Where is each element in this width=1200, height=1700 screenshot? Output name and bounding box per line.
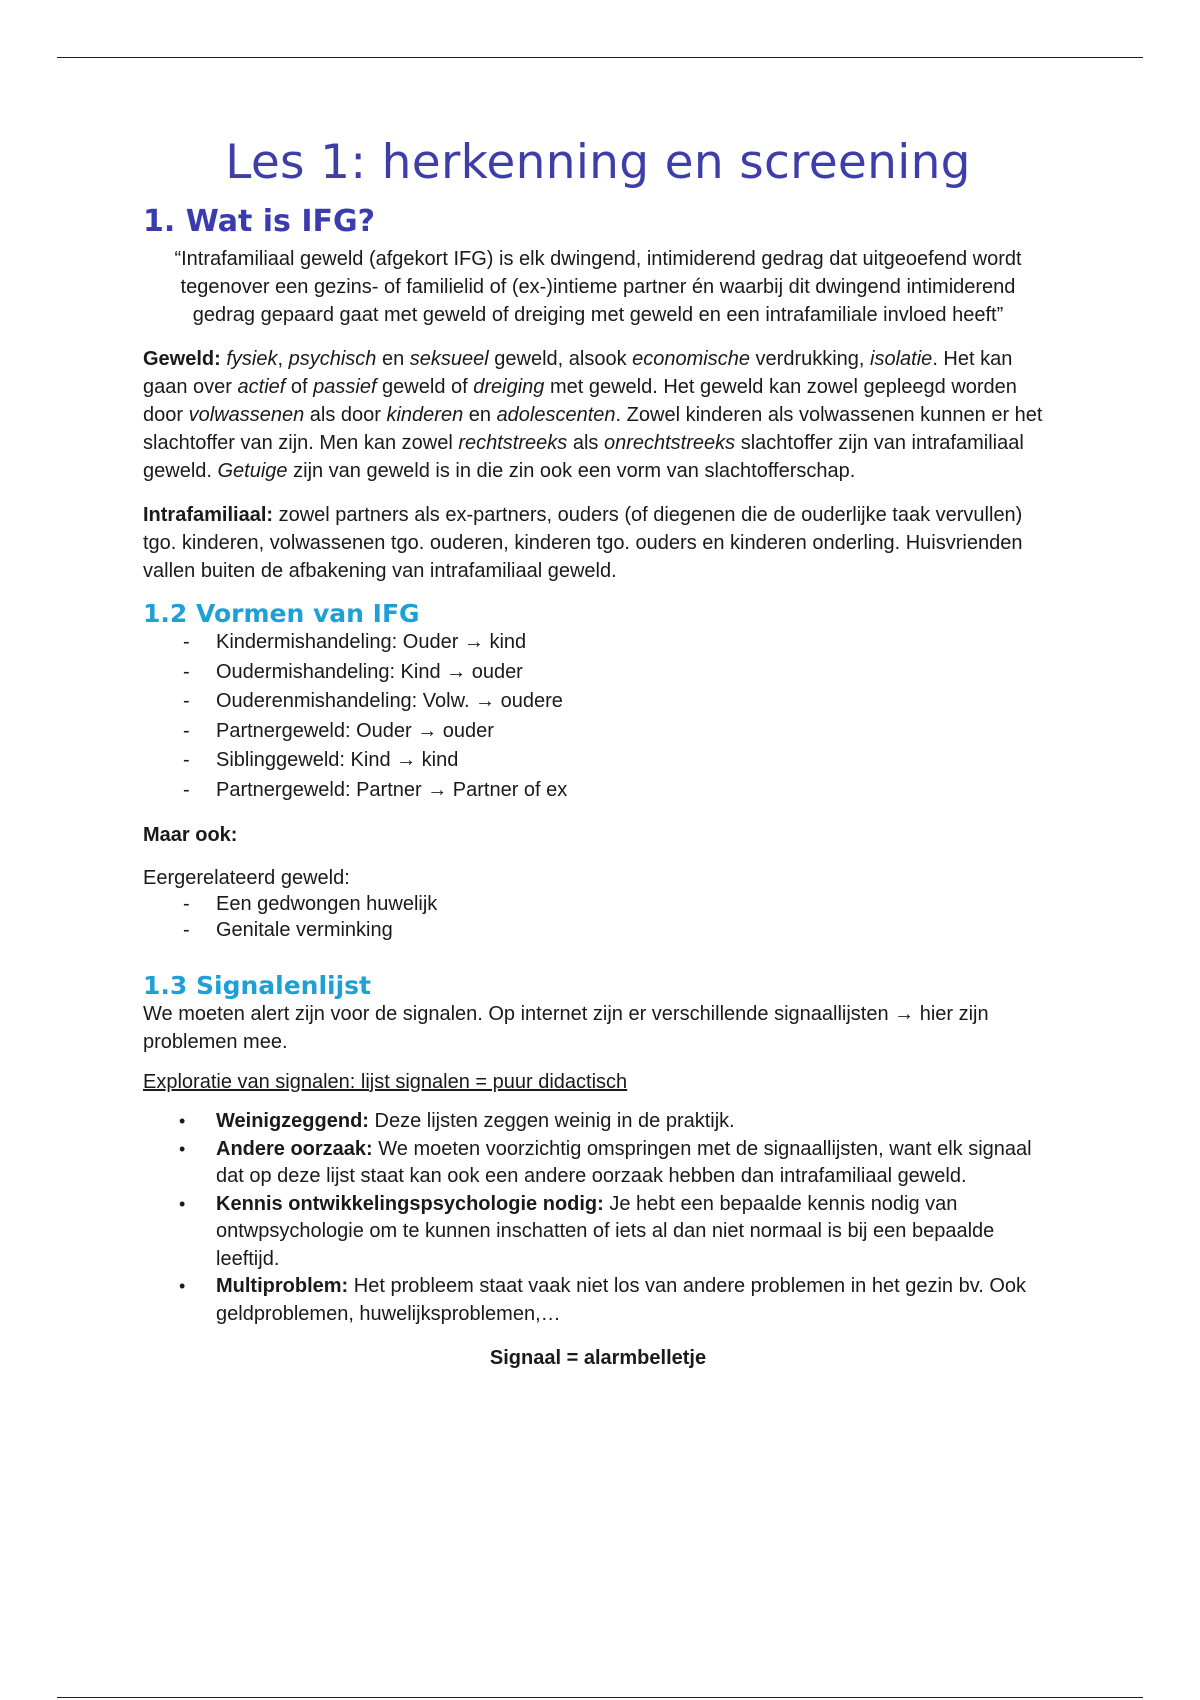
list-item: • Kennis ontwikkelingspsychologie nodig: Je hebt een bepaalde kennis nodig van ontwpsychologie om te kunnen inschatten of iets al dan niet normaal is bij een bepaalde leeftijd.	[179, 1192, 995, 1270]
list-item: - Genitale verminking	[183, 919, 393, 941]
heading-wat-is-ifg: 1. Wat is IFG?	[143, 204, 376, 239]
signal-points-list	[143, 1108, 1053, 1328]
definition-quote: “Intrafamiliaal geweld (afgekort IFG) is elk dwingend, intimiderend gedrag dat uitgeoefend wordt tegenover een gezins- of familielid of (ex-)intieme partner én waarbij dit dwingend intimiderend gedrag gepaard gaat met geweld of dreiging met geweld en een intrafamiliale invloed heeft”	[174, 248, 1022, 326]
conclusion-text: Signaal = alarmbelletje	[489, 1347, 707, 1369]
list-item: - Partnergeweld: Ouder → ouder	[183, 719, 494, 742]
forms-list	[143, 628, 1053, 805]
term-geweld: Geweld:	[143, 348, 221, 370]
heading-vormen-van-ifg: 1.2 Vormen van IFG	[143, 599, 420, 628]
paragraph-intrafamiliaal: Intrafamiliaal: zowel partners als ex-partners, ouders (of diegenen die de ouderlijke taak vervullen) tgo. kinderen, volwassenen tgo. ouderen, kinderen tgo. ouders en kinderen onderling. Huisvrienden vallen buiten de afbakening van intrafamiliaal geweld.	[143, 504, 1023, 582]
header-rule	[57, 57, 1143, 58]
eergerelateerd-label: Eergerelateerd geweld:	[143, 867, 350, 889]
list-item: - Kindermishandeling: Ouder → kind	[183, 631, 527, 653]
signalen-intro: We moeten alert zijn voor de signalen. Op internet zijn er verschillende signaallijsten → hier zijn problemen mee.	[143, 1003, 989, 1053]
heading-signalenlijst: 1.3 Signalenlijst	[143, 971, 371, 1000]
list-item: - Ouderenmishandeling: Volw. → oudere	[183, 690, 563, 712]
footer-rule	[57, 1697, 1143, 1698]
paragraph-geweld: Geweld: fysiek, psychisch en seksueel geweld, alsook economische verdrukking, isolatie. Het kan gaan over actief of passief geweld of dreiging met geweld. Het geweld kan zowel gepleegd worden door volwassenen als door kinderen en adolescenten. Zowel kinderen als volwassenen kunnen er het slachtoffer van zijn. Men kan zowel rechtstreeks als onrechtstreeks slachtoffer zijn van intrafamiliaal geweld. Getuige zijn van geweld is in die zin ook een vorm van slachtofferschap.	[143, 348, 1043, 482]
document-page	[143, 135, 1053, 1372]
list-item: - Partnergeweld: Partner → Partner of ex	[183, 778, 568, 801]
exploratie-line: Exploratie van signalen: lijst signalen = puur didactisch	[143, 1071, 628, 1093]
list-item: - Siblinggeweld: Kind → kind	[183, 749, 459, 771]
honor-list	[143, 891, 1053, 943]
list-item: • Weinigzeggend: Deze lijsten zeggen weinig in de praktijk.	[179, 1110, 735, 1132]
term-intrafamiliaal: Intrafamiliaal:	[143, 504, 274, 526]
list-item: • Multiproblem: Het probleem staat vaak niet los van andere problemen in het gezin bv. Ook geldproblemen, huwelijksproblemen,…	[179, 1275, 1027, 1325]
list-item: - Een gedwongen huwelijk	[183, 893, 438, 915]
list-item: - Oudermishandeling: Kind → ouder	[183, 660, 523, 683]
maar-ook-label: Maar ook:	[143, 824, 238, 846]
page-title: Les 1: herkenning en screening	[225, 135, 971, 190]
list-item: • Andere oorzaak: We moeten voorzichtig omspringen met de signaallijsten, want elk signaal dat op deze lijst staat kan ook een andere oorzaak hebben dan intrafamiliaal geweld.	[179, 1137, 1032, 1187]
